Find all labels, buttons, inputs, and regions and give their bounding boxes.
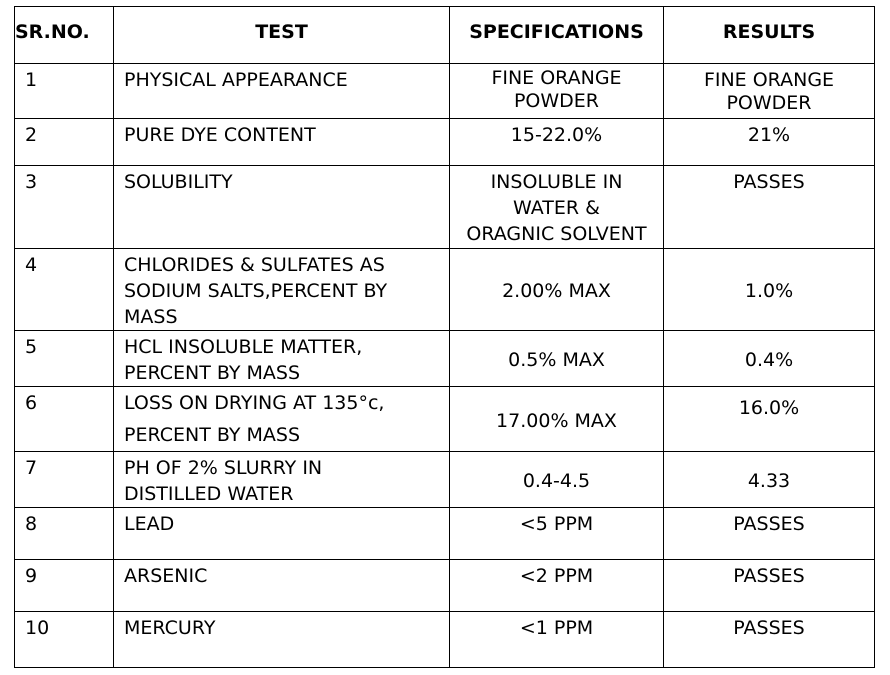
table-row	[15, 612, 875, 668]
result-cell: FINE ORANGE POWDER	[664, 64, 875, 119]
specification-table	[14, 6, 875, 668]
test-cell: PH OF 2% SLURRY IN DISTILLED WATER	[114, 452, 450, 508]
spec-cell: INSOLUBLE IN WATER & ORAGNIC SOLVENT	[450, 166, 664, 249]
header-test: TEST	[114, 7, 450, 64]
spec-cell: <1 PPM	[450, 612, 664, 668]
sr-no-cell: 9	[15, 560, 114, 612]
spec-cell: 2.00% MAX	[450, 249, 664, 331]
sr-no-cell: 8	[15, 508, 114, 560]
header-results: RESULTS	[664, 7, 875, 64]
test-cell: CHLORIDES & SULFATES AS SODIUM SALTS,PERCENT BY MASS	[114, 249, 450, 331]
test-cell: PURE DYE CONTENT	[114, 119, 450, 166]
table-row	[15, 166, 875, 249]
test-cell: HCL INSOLUBLE MATTER, PERCENT BY MASS	[114, 331, 450, 387]
result-cell: 16.0%	[664, 387, 875, 452]
table-row	[15, 331, 875, 387]
result-cell: 1.0%	[664, 249, 875, 331]
result-cell: PASSES	[664, 166, 875, 249]
spec-cell: 17.00% MAX	[450, 387, 664, 452]
spec-cell: <2 PPM	[450, 560, 664, 612]
result-cell: 0.4%	[664, 331, 875, 387]
test-cell: PHYSICAL APPEARANCE	[114, 64, 450, 119]
table-row	[15, 64, 875, 119]
header-sr-no: SR.NO.	[15, 7, 114, 64]
test-cell: ARSENIC	[114, 560, 450, 612]
table-row	[15, 452, 875, 508]
result-cell: PASSES	[664, 612, 875, 668]
test-cell: LEAD	[114, 508, 450, 560]
table-row	[15, 119, 875, 166]
test-cell: LOSS ON DRYING AT 135°c, PERCENT BY MASS	[114, 387, 450, 452]
test-cell: MERCURY	[114, 612, 450, 668]
table-row	[15, 387, 875, 452]
result-cell: 4.33	[664, 452, 875, 508]
sr-no-cell: 6	[15, 387, 114, 452]
header-row	[15, 7, 875, 64]
table-row	[15, 508, 875, 560]
result-cell: PASSES	[664, 508, 875, 560]
spec-cell: 0.5% MAX	[450, 331, 664, 387]
spec-cell: 0.4-4.5	[450, 452, 664, 508]
result-cell: PASSES	[664, 560, 875, 612]
result-cell: 21%	[664, 119, 875, 166]
sr-no-cell: 4	[15, 249, 114, 331]
header-specifications: SPECIFICATIONS	[450, 7, 664, 64]
sr-no-cell: 7	[15, 452, 114, 508]
spec-cell: FINE ORANGE POWDER	[450, 64, 664, 119]
sr-no-cell: 2	[15, 119, 114, 166]
test-cell: SOLUBILITY	[114, 166, 450, 249]
sr-no-cell: 1	[15, 64, 114, 119]
spec-cell: 15-22.0%	[450, 119, 664, 166]
sr-no-cell: 5	[15, 331, 114, 387]
table-row	[15, 249, 875, 331]
sr-no-cell: 3	[15, 166, 114, 249]
spec-cell: <5 PPM	[450, 508, 664, 560]
table-row	[15, 560, 875, 612]
sr-no-cell: 10	[15, 612, 114, 668]
